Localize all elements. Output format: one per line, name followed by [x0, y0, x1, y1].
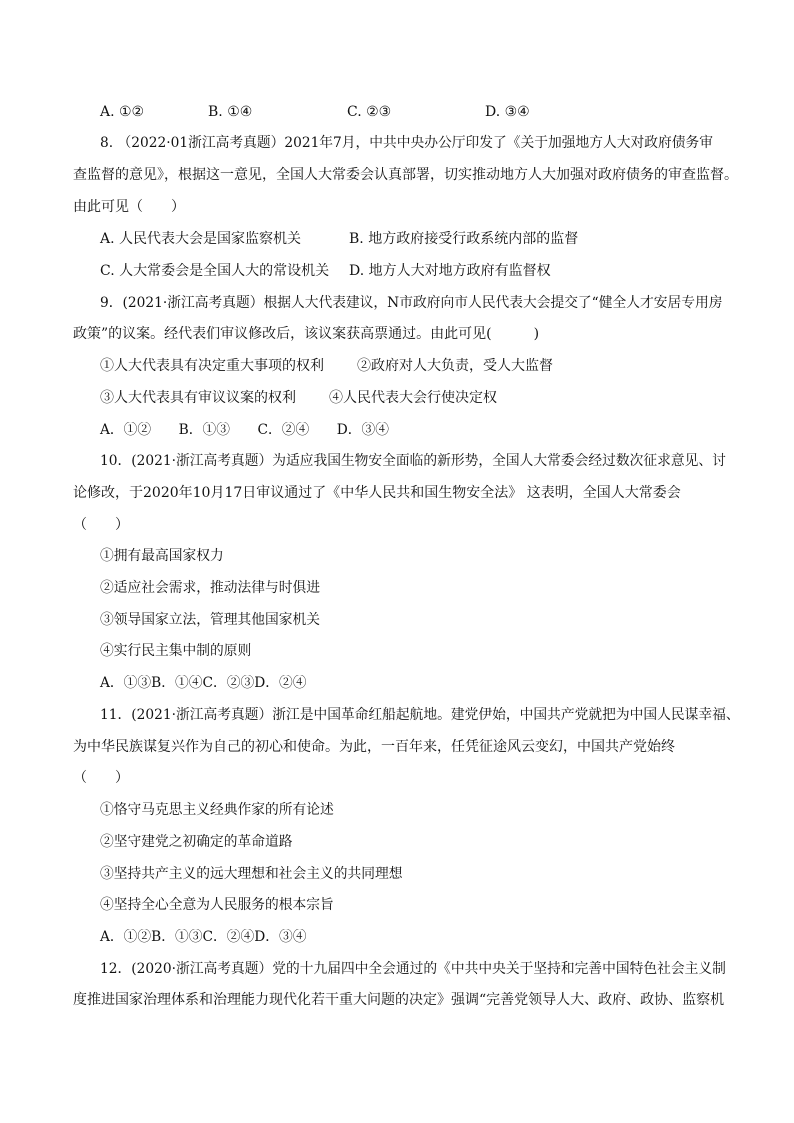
q11-answer-options: A．①②B．①③C．②④D．③④	[100, 929, 307, 945]
q11-item-4: ④坚持全心全意为人民服务的根本宗旨	[100, 897, 334, 913]
q10-stem-line-3: （ ）	[73, 517, 129, 533]
q11-item-1: ①恪守马克思主义经典作家的所有论述	[100, 802, 334, 818]
q10-item-1: ①拥有最高国家权力	[100, 548, 224, 564]
q12-stem-line-2: 度推进国家治理体系和治理能力现代化若干重大问题的决定》强调“完善党领导人大、政府、政协、监察机	[73, 992, 725, 1008]
q8-stem-line-1: 8. （2022·01浙江高考真题）2021年7月，中共中央办公厅印发了《关于加强地方人大对政府债务审	[100, 135, 714, 151]
q7-option-d: D. ③④	[485, 104, 530, 120]
q11-stem-line-3: （ ）	[73, 770, 129, 786]
q8-stem-line-3: 由此可见（ ）	[73, 199, 185, 215]
q7-option-b: B. ①④	[208, 104, 253, 120]
q10-item-2: ②适应社会需求，推动法律与时俱进	[100, 580, 320, 596]
q8-option-b: B. 地方政府接受行政系统内部的监督	[349, 231, 579, 247]
q9-item-3: ③人大代表具有审议议案的权利	[100, 390, 296, 406]
q10-answer-options: A．①③B．①④C．②③D．②④	[100, 675, 307, 691]
q9-item-2: ②政府对人大负责，受人大监督	[357, 358, 553, 374]
q9-stem-line-1: 9．(2021·浙江高考真题）根据人大代表建议，N市政府向市人民代表大会提交了“健全人才安居专用房	[100, 295, 723, 311]
q9-item-1: ①人大代表具有决定重大事项的权利	[100, 358, 324, 374]
q8-option-c: C. 人大常委会是全国人大的常设机关	[100, 263, 330, 279]
q9-stem-line-2: 政策”的议案。经代表们审议修改后，该议案获高票通过。由此可见( )	[73, 326, 540, 342]
q8-option-d: D. 地方人大对地方政府有监督权	[349, 263, 551, 279]
q10-item-4: ④实行民主集中制的原则	[100, 643, 252, 659]
q7-option-c: C. ②③	[347, 104, 392, 120]
q10-item-3: ③领导国家立法，管理其他国家机关	[100, 612, 320, 628]
q8-stem-line-2: 查监督的意见》，根据这一意见，全国人大常委会认真部署，切实推动地方人大加强对政府债务的审查监督。	[73, 167, 738, 183]
q8-option-a: A. 人民代表大会是国家监察机关	[100, 231, 302, 247]
q12-stem-line-1: 12．(2020·浙江高考真题）党的十九届四中全会通过的《中共中央关于坚持和完善中国特色社会主义制	[100, 961, 726, 977]
q9-item-4: ④人民代表大会行使决定权	[329, 390, 497, 406]
q10-stem-line-1: 10．(2021·浙江高考真题）为适应我国生物安全面临的新形势，全国人大常委会经过数次征求意见、讨	[100, 453, 726, 469]
q10-stem-line-2: 论修改，于2020年10月17日审议通过了《中华人民共和国生物安全法》 这表明，全国人大常委会	[73, 485, 681, 501]
q11-item-3: ③坚持共产主义的远大理想和社会主义的共同理想	[100, 866, 403, 882]
q11-stem-line-2: 为中华民族谋复兴作为自己的初心和使命。为此，一百年来，任凭征途风云变幻，中国共产党始终	[73, 739, 675, 755]
q7-option-a: A. ①②	[100, 104, 145, 120]
q9-answer-options: A．①② B．①③ C．②④ D．③④	[100, 422, 390, 438]
q11-stem-line-1: 11．(2021·浙江高考真题）浙江是中国革命红船起航地。建党伊始，中国共产党就把为中国人民谋幸福、	[100, 707, 740, 723]
q11-item-2: ②坚守建党之初确定的革命道路	[100, 834, 293, 850]
